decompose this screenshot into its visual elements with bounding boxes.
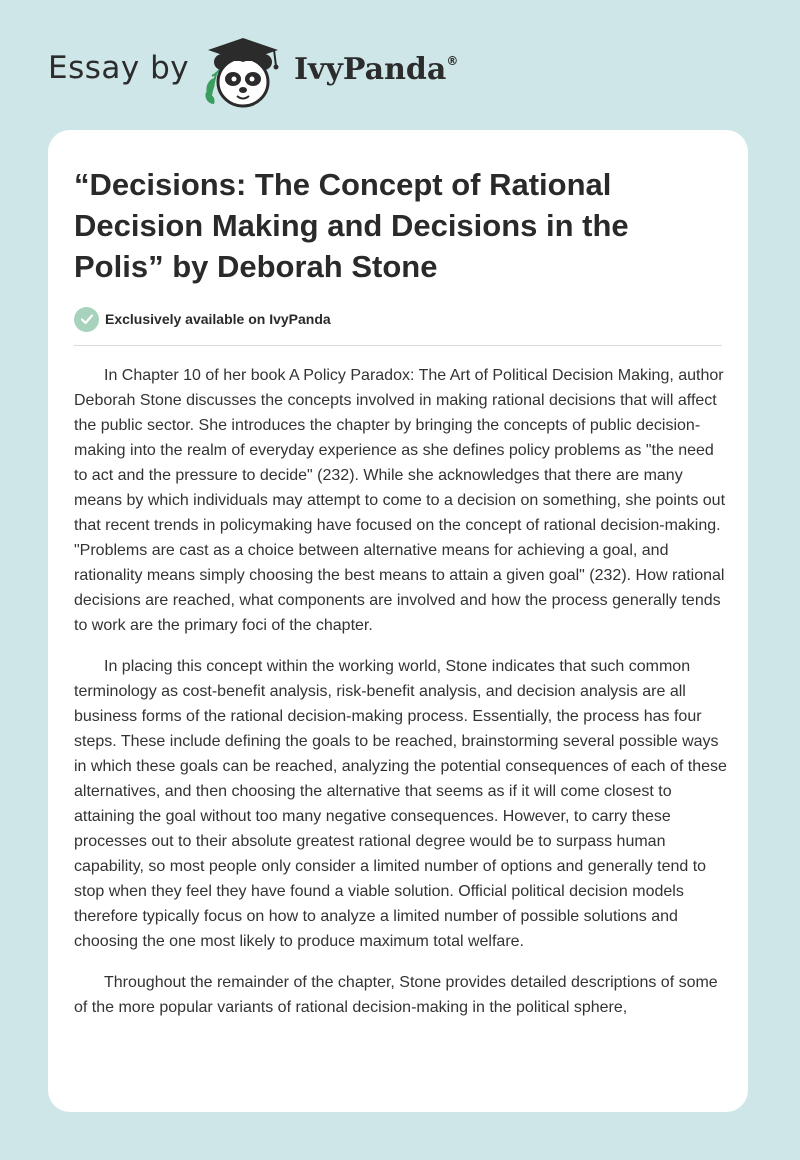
exclusive-badge: [74, 306, 331, 332]
essay-paragraph: In placing this concept within the working world, Stone indicates that such common terminology as cost-benefit analysis, risk-benefit analysis, and decision analysis are all business forms of the rational decision-making process. Essentially, the process has four steps. These include defining the goals to be reached, brainstorming several possible ways in which these goals can be reached, analyzing the potential consequences of each of these alternatives, and then choosing the alternative that seems as if it will come closest to attaining the goal without too many negative consequences. However, to carry these processes out to their absolute greatest rational degree would be to surpass human capability, so most people only consider a limited number of options and generally tend to stop when they feel they have found a viable solution. Official political decision models therefore typically focus on how to analyze a limited number of possible solutions and choosing the one most likely to produce maximum total welfare.: [74, 658, 727, 950]
essay-body: [74, 363, 730, 1036]
essay-by-label: Essay by: [48, 50, 190, 86]
essay-title: “Decisions: The Concept of Rational Decision Making and Decisions in the Polis” by Deborah Stone: [74, 167, 629, 284]
brand-name-text: IvyPanda: [294, 52, 447, 87]
essay-card: [48, 130, 748, 1112]
title-divider: [74, 345, 722, 346]
site-header: [0, 0, 800, 130]
brand-name[interactable]: [294, 52, 458, 87]
ivypanda-logo-icon[interactable]: [200, 34, 284, 110]
exclusive-badge-label: Exclusively available on IvyPanda: [105, 311, 331, 327]
check-icon: [74, 307, 99, 332]
registered-mark: ®: [446, 54, 459, 68]
essay-paragraph: Throughout the remainder of the chapter, Stone provides detailed descriptions of some of the more popular variants of rational decision-making in the political sphere,: [74, 974, 718, 1016]
essay-paragraph: In Chapter 10 of her book A Policy Paradox: The Art of Political Decision Making, author Deborah Stone discusses the concepts involved in making rational decisions that will affect the public sector. She introduces the chapter by bringing the concepts of public decision-making into the realm of everyday experience as she defines policy problems as "the need to act and the pressure to decide" (232). While she acknowledges that there are many means by which individuals may attempt to come to a decision on something, she points out that recent trends in policymaking have focused on the concept of rational decision-making. "Problems are cast as a choice between alternative means for achieving a goal, and rationality means simply choosing the best means to attain a given goal" (232). How rational decisions are reached, what components are involved and how the process generally tends to work are the primary foci of the chapter.: [74, 367, 726, 634]
